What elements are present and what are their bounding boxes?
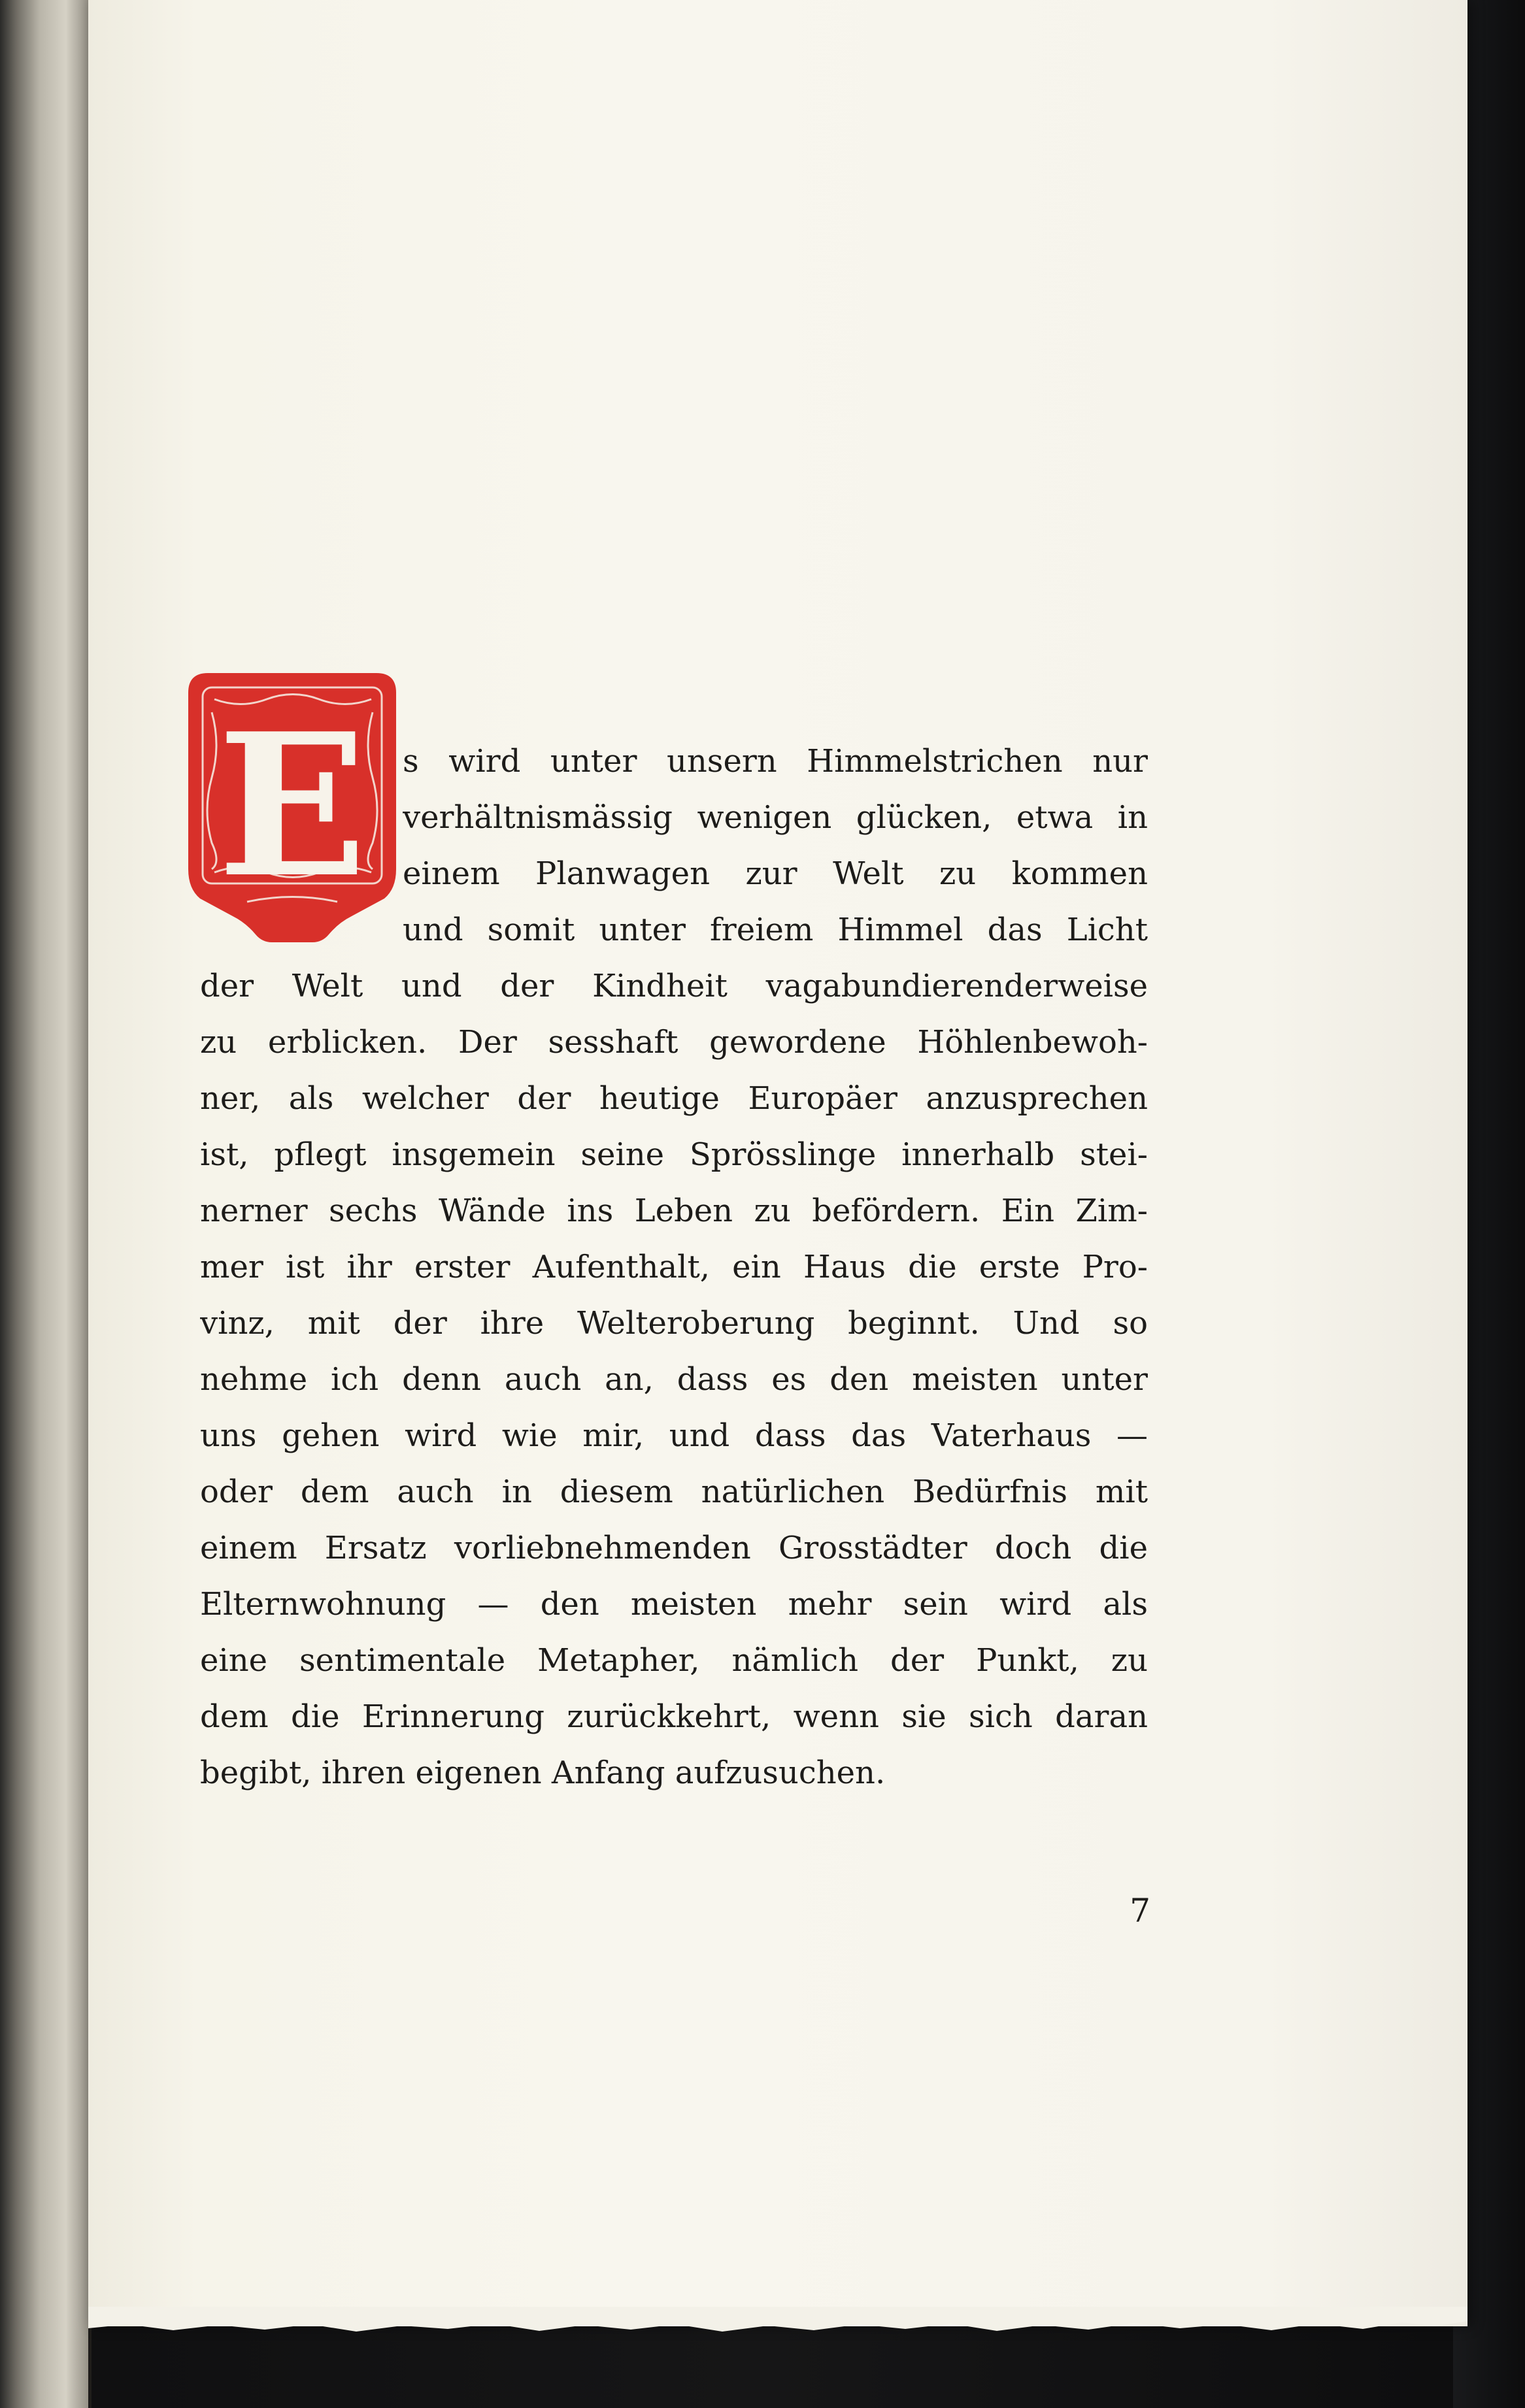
text-line: einem Planwagen zur Welt zu kommen	[403, 855, 1148, 892]
text-line: oder dem auch in diesem natürlichen Bedürfnis mit	[200, 1474, 1148, 1510]
drop-cap-letter: E	[217, 690, 367, 921]
text-line: ist, pflegt insgemein seine Sprösslinge innerhalb stei-	[200, 1136, 1148, 1173]
text-line: verhältnismässig wenigen glücken, etwa in	[403, 799, 1148, 836]
text-line: s wird unter unsern Himmelstrichen nur	[403, 743, 1148, 780]
text-line: zu erblicken. Der sesshaft gewordene Höhlenbewoh-	[200, 1024, 1148, 1061]
text-line: ner, als welcher der heutige Europäer anzusprechen	[200, 1080, 1148, 1117]
text-line: nehme ich denn auch an, dass es den meisten unter	[200, 1361, 1148, 1398]
text-line: Elternwohnung — den meisten mehr sein wird als	[200, 1586, 1148, 1623]
page-number: 7	[1130, 1892, 1150, 1930]
text-line: nerner sechs Wände ins Leben zu befördern. Ein Zim-	[200, 1193, 1148, 1229]
binding-shadow	[65, 0, 92, 2408]
deckle-edge	[88, 2307, 1467, 2346]
text-line: und somit unter freiem Himmel das Licht	[403, 912, 1148, 948]
text-line: uns gehen wird wie mir, und dass das Vaterhaus —	[200, 1417, 1148, 1454]
text-line: begibt, ihren eigenen Anfang aufzusuchen.	[200, 1755, 886, 1791]
text-line: dem die Erinnerung zurückkehrt, wenn sie sich daran	[200, 1698, 1148, 1735]
text-line: der Welt und der Kindheit vagabundierenderweise	[200, 968, 1148, 1004]
text-line: eine sentimentale Metapher, nämlich der Punkt, zu	[200, 1642, 1148, 1679]
body-text	[200, 733, 1148, 1801]
text-line: mer ist ihr erster Aufenthalt, ein Haus die erste Pro-	[200, 1249, 1148, 1285]
text-line: einem Ersatz vorliebnehmenden Grosstädter doch die	[200, 1530, 1148, 1566]
text-line: vinz, mit der ihre Welteroberung beginnt. Und so	[200, 1305, 1148, 1342]
